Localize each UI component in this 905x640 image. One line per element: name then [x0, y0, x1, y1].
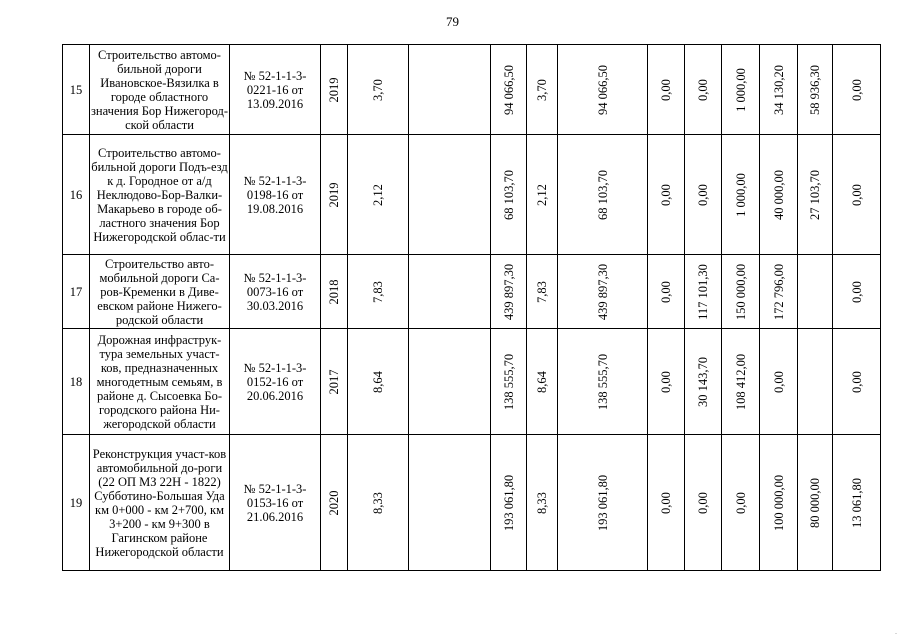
estimated-cost: 193 061,80 — [501, 474, 516, 531]
amount-col-13: 40 000,00 — [771, 169, 786, 220]
object-name-cell: Строительство автомо-бильной дороги Подъ-езд к д. Городное от а/д Неклюдово-Бор-Валки-Макарьево в городе об-ластного значения Бор Нижегородской облас-ти — [90, 135, 230, 255]
amount-col-13-cell — [760, 329, 798, 435]
amount-col-11: 117 101,30 — [696, 263, 710, 320]
amount-col-10-cell — [648, 255, 685, 329]
table-body — [63, 45, 881, 571]
road-length-cell — [348, 255, 409, 329]
page-number: 79 — [446, 14, 459, 29]
amount-col-11: 0,00 — [696, 78, 710, 101]
amount-col-14-cell — [798, 329, 833, 435]
amount-col-13: 34 130,20 — [771, 64, 786, 115]
amount-col-11-cell — [685, 45, 722, 135]
amount-col-11: 30 143,70 — [696, 356, 710, 407]
amount-col-12-cell — [722, 45, 760, 135]
commission-year: 2020 — [327, 490, 341, 515]
expertise-document-cell: № 52-1-1-3-0221-16 от 13.09.2016 — [230, 45, 321, 135]
object-name-cell: Строительство автомо-бильной дороги Ивановское-Вязилка в городе областного значения Бор Нижегород-ской области — [90, 45, 230, 135]
amount-col-13-cell — [760, 255, 798, 329]
amount-col-12-cell — [722, 435, 760, 571]
amount-col-15-cell — [833, 435, 881, 571]
expertise-document-cell: № 52-1-1-3-0152-16 от 20.06.2016 — [230, 329, 321, 435]
road-length-program: 2,12 — [535, 183, 549, 206]
program-total-cell — [558, 45, 648, 135]
commission-year: 2018 — [327, 279, 341, 304]
objects-table — [62, 44, 881, 571]
road-length-program-cell — [527, 255, 558, 329]
commission-year-cell — [321, 329, 348, 435]
empty-cell-cell — [409, 435, 491, 571]
amount-col-14-cell — [798, 45, 833, 135]
road-length: 7,83 — [371, 280, 385, 303]
amount-col-14-cell — [798, 135, 833, 255]
road-length-cell — [348, 329, 409, 435]
empty-cell-cell — [409, 45, 491, 135]
program-total: 193 061,80 — [595, 474, 610, 531]
road-length-program: 3,70 — [535, 78, 549, 101]
expertise-document-cell: № 52-1-1-3-0073-16 от 30.03.2016 — [230, 255, 321, 329]
amount-col-14: 58 936,30 — [808, 64, 822, 115]
road-length-program-cell — [527, 435, 558, 571]
object-name-cell: Строительство авто-мобильной дороги Са-ров-Кременки в Диве-евском районе Нижего-родской области — [90, 255, 230, 329]
amount-col-11: 0,00 — [696, 183, 710, 206]
amount-col-15: 0,00 — [849, 78, 864, 101]
amount-col-12: 108 412,00 — [733, 353, 748, 410]
amount-col-13: 100 000,00 — [771, 474, 786, 531]
amount-col-12: 1 000,00 — [733, 172, 748, 217]
program-total: 439 897,30 — [595, 263, 610, 320]
road-length: 3,70 — [371, 78, 385, 101]
empty-cell-cell — [409, 135, 491, 255]
amount-col-15-cell — [833, 255, 881, 329]
commission-year-cell — [321, 255, 348, 329]
amount-col-15-cell — [833, 329, 881, 435]
program-total-cell — [558, 135, 648, 255]
amount-col-10: 0,00 — [659, 280, 673, 303]
estimated-cost: 138 555,70 — [501, 353, 516, 410]
program-total: 68 103,70 — [595, 169, 610, 220]
amount-col-12-cell — [722, 329, 760, 435]
program-total-cell — [558, 329, 648, 435]
estimated-cost: 68 103,70 — [501, 169, 516, 220]
table-row — [63, 255, 881, 329]
amount-col-10-cell — [648, 435, 685, 571]
amount-col-14-cell — [798, 255, 833, 329]
estimated-cost-cell — [491, 329, 527, 435]
amount-col-13: 172 796,00 — [771, 263, 786, 320]
amount-col-12: 0,00 — [733, 491, 748, 514]
road-length-cell — [348, 135, 409, 255]
commission-year-cell — [321, 45, 348, 135]
commission-year: 2019 — [327, 182, 341, 207]
amount-col-15-cell — [833, 45, 881, 135]
program-total: 94 066,50 — [595, 64, 610, 115]
amount-col-10: 0,00 — [659, 491, 673, 514]
amount-col-13-cell — [760, 435, 798, 571]
road-length-program-cell — [527, 135, 558, 255]
row-number-cell: 18 — [63, 329, 90, 435]
amount-col-11: 0,00 — [696, 491, 710, 514]
amount-col-12-cell — [722, 135, 760, 255]
program-total: 138 555,70 — [595, 353, 610, 410]
amount-col-15-cell — [833, 135, 881, 255]
row-number-cell: 15 — [63, 45, 90, 135]
amount-col-12: 1 000,00 — [733, 67, 748, 112]
program-total-cell — [558, 435, 648, 571]
amount-col-10: 0,00 — [659, 370, 673, 393]
program-total-cell — [558, 255, 648, 329]
estimated-cost-cell — [491, 255, 527, 329]
amount-col-10: 0,00 — [659, 78, 673, 101]
road-length-program: 8,64 — [535, 370, 549, 393]
row-number-cell: 17 — [63, 255, 90, 329]
amount-col-11-cell — [685, 255, 722, 329]
estimated-cost-cell — [491, 135, 527, 255]
amount-col-11-cell — [685, 435, 722, 571]
road-length-program-cell — [527, 329, 558, 435]
commission-year-cell — [321, 135, 348, 255]
road-length: 8,64 — [371, 370, 385, 393]
estimated-cost-cell — [491, 435, 527, 571]
amount-col-10: 0,00 — [659, 183, 673, 206]
table-row — [63, 435, 881, 571]
row-number-cell: 16 — [63, 135, 90, 255]
expertise-document-cell: № 52-1-1-3-0153-16 от 21.06.2016 — [230, 435, 321, 571]
amount-col-14-cell — [798, 435, 833, 571]
road-length-cell — [348, 435, 409, 571]
road-length-program: 8,33 — [535, 491, 549, 514]
amount-col-13-cell — [760, 45, 798, 135]
empty-cell-cell — [409, 255, 491, 329]
table-row — [63, 329, 881, 435]
estimated-cost-cell — [491, 45, 527, 135]
amount-col-14: 27 103,70 — [808, 169, 822, 220]
amount-col-15: 13 061,80 — [849, 477, 864, 528]
amount-col-12-cell — [722, 255, 760, 329]
amount-col-10-cell — [648, 135, 685, 255]
amount-col-10-cell — [648, 45, 685, 135]
amount-col-13-cell — [760, 135, 798, 255]
object-name-cell: Дорожная инфраструк-тура земельных участ-ков, предназначенных многодетным семьям, в районе д. Сысоевка Бо-городского района Ни-жегородской области — [90, 329, 230, 435]
road-length: 2,12 — [371, 183, 385, 206]
road-length: 8,33 — [371, 491, 385, 514]
row-number-cell: 19 — [63, 435, 90, 571]
amount-col-13: 0,00 — [771, 370, 786, 393]
commission-year-cell — [321, 435, 348, 571]
amount-col-12: 150 000,00 — [733, 263, 748, 320]
road-length-cell — [348, 45, 409, 135]
amount-col-14: 80 000,00 — [808, 477, 822, 528]
commission-year: 2017 — [327, 369, 341, 394]
corner-mark: . — [895, 627, 897, 636]
amount-col-15: 0,00 — [849, 280, 864, 303]
amount-col-11-cell — [685, 329, 722, 435]
estimated-cost: 439 897,30 — [501, 263, 516, 320]
amount-col-15: 0,00 — [849, 370, 864, 393]
object-name-cell: Реконструкция участ-ков автомобильной до-роги (22 ОП МЗ 22Н - 1822) Субботино-Большая Уда км 0+000 - км 2+700, км 3+200 - км 9+300 в Гагинском районе Нижегородской области — [90, 435, 230, 571]
road-length-program-cell — [527, 45, 558, 135]
empty-cell-cell — [409, 329, 491, 435]
table-row — [63, 135, 881, 255]
amount-col-11-cell — [685, 135, 722, 255]
amount-col-15: 0,00 — [849, 183, 864, 206]
table-row — [63, 45, 881, 135]
expertise-document-cell: № 52-1-1-3-0198-16 от 19.08.2016 — [230, 135, 321, 255]
commission-year: 2019 — [327, 77, 341, 102]
amount-col-10-cell — [648, 329, 685, 435]
road-length-program: 7,83 — [535, 280, 549, 303]
estimated-cost: 94 066,50 — [501, 64, 516, 115]
